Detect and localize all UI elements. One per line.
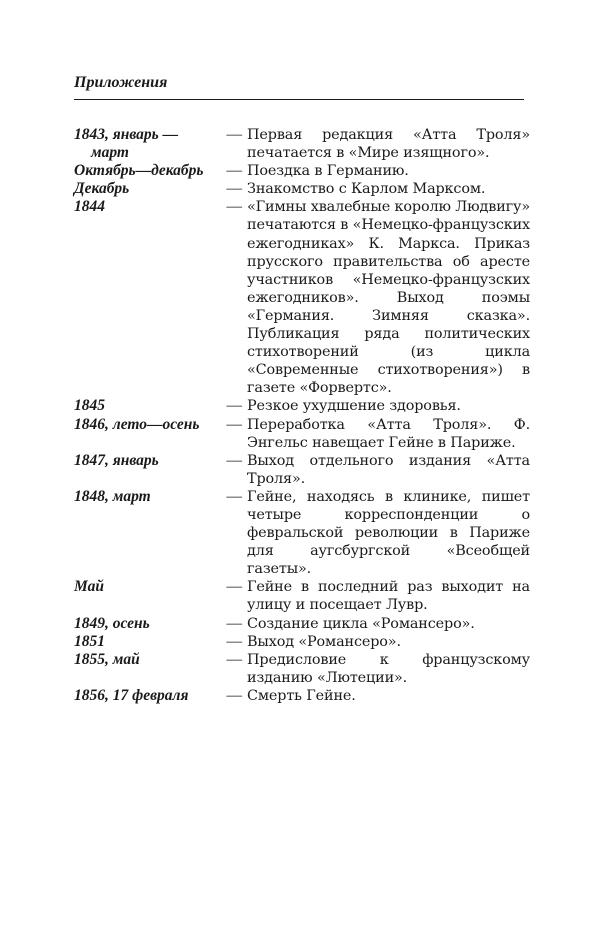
entry-date: Октябрь—декабрь bbox=[74, 162, 204, 180]
entry-date: 1856, 17 февраля bbox=[74, 686, 189, 704]
entry-date: 1847, январь bbox=[74, 451, 159, 469]
entry-dash: — bbox=[226, 487, 242, 505]
entry-text: Смерть Гейне. bbox=[247, 687, 356, 704]
entry-date: Декабрь bbox=[74, 180, 130, 198]
entry-dash: — bbox=[226, 451, 242, 469]
chronology-entry bbox=[74, 162, 530, 180]
entry-text: Знакомство с Карлом Марксом. bbox=[247, 181, 486, 198]
entry-dash: — bbox=[226, 578, 242, 596]
chronology-entry bbox=[74, 633, 530, 651]
entry-dash: — bbox=[226, 415, 242, 433]
entry-text: Поездка в Германию. bbox=[247, 163, 409, 180]
entry-text: Гейне, находясь в клинике, пишет четыре корреспонденции о февральской революции в Париже для аугсбургской «Всеобщей газеты». bbox=[247, 488, 530, 578]
entry-date: 1843, январь — март bbox=[74, 126, 224, 162]
entry-dash: — bbox=[226, 614, 242, 632]
entry-date-continuation: март bbox=[91, 144, 129, 162]
entry-dash: — bbox=[226, 198, 242, 216]
entry-dash: — bbox=[226, 397, 242, 415]
entry-text: Создание цикла «Романсеро». bbox=[247, 615, 475, 632]
running-header: Приложения bbox=[74, 74, 168, 91]
entry-date: Май bbox=[74, 578, 104, 596]
entry-dash: — bbox=[226, 632, 242, 650]
entry-text: «Гимны хвалебные королю Людвигу» печатаются в «Немецко-французских ежегодниках» К. Маркса. Приказ прусского правительства об аресте участников «Немецко-французских ежегодников». Выход поэмы «Германия. Зимняя сказка». Публикация ряда политических стихотворений (из цикла «Современные стихотворения») в газете «Форвертс». bbox=[247, 199, 531, 397]
entry-date: 1845 bbox=[74, 397, 105, 415]
header-rule bbox=[74, 99, 524, 100]
entry-date: 1855, май bbox=[74, 650, 140, 668]
entry-text: Выход «Романсеро». bbox=[247, 633, 401, 650]
entry-date: 1844 bbox=[74, 198, 105, 216]
entry-text: Резкое ухудшение здоровья. bbox=[247, 398, 461, 415]
entry-date: 1846, лето—осень bbox=[74, 415, 200, 433]
chronology-entry bbox=[74, 452, 530, 488]
entry-dash: — bbox=[226, 650, 242, 668]
entry-text: Переработка «Атта Троля». Ф. Энгельс навещает Гейне в Париже. bbox=[247, 416, 530, 451]
entry-date: 1851 bbox=[74, 632, 105, 650]
entry-text: Гейне в последний раз выходит на улицу и посещает Лувр. bbox=[247, 579, 530, 614]
chronology-entry bbox=[74, 397, 530, 415]
entry-date: 1848, март bbox=[74, 487, 151, 505]
entry-text: Первая редакция «Атта Троля» печатается в «Мире изящного». bbox=[247, 127, 530, 162]
entry-dash: — bbox=[226, 686, 242, 704]
chronology-entry bbox=[74, 180, 530, 198]
chronology-entry bbox=[74, 126, 530, 162]
chronology-entry bbox=[74, 615, 530, 633]
chronology-entry bbox=[74, 687, 530, 705]
chronology-entry bbox=[74, 488, 530, 578]
chronology-entry bbox=[74, 578, 530, 614]
chronology-entry bbox=[74, 416, 530, 452]
entry-date: 1849, осень bbox=[74, 614, 150, 632]
entry-dash: — bbox=[226, 126, 242, 143]
entry-text: Выход отдельного издания «Атта Троля». bbox=[247, 452, 530, 487]
chronology-entry bbox=[74, 651, 530, 687]
chronology-entry bbox=[74, 198, 530, 397]
chronology-list bbox=[74, 126, 530, 705]
entry-dash: — bbox=[226, 180, 242, 198]
entry-text: Предисловие к французскому изданию «Лютеции». bbox=[247, 651, 530, 686]
entry-dash: — bbox=[226, 162, 242, 180]
